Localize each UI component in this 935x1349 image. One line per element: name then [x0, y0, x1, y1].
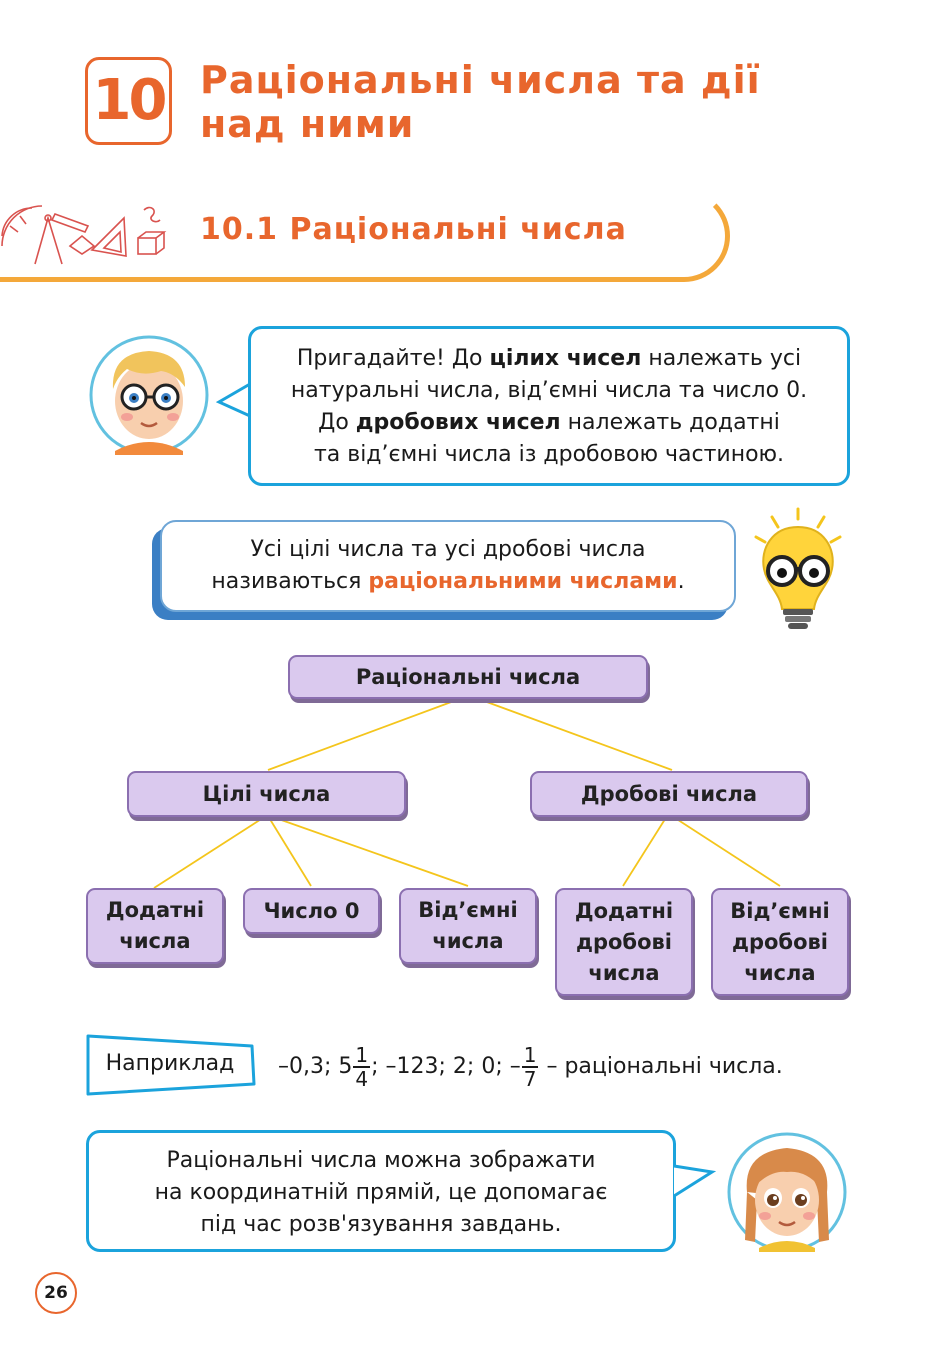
node-zero: Число 0	[243, 888, 380, 934]
remember-line2: натуральні числа, від’ємні числа та число 0.	[290, 378, 808, 403]
definition-line1: Усі цілі числа та усі дробові числа	[250, 537, 646, 562]
girl-avatar	[725, 1130, 849, 1254]
math-tools-icon	[0, 196, 175, 271]
fraction-one-quarter: $\frac{1}{4}$	[355, 1043, 369, 1091]
bubble-tail	[216, 380, 252, 420]
definition-line2: називаються раціональними числами.	[211, 569, 685, 594]
boy-avatar	[87, 333, 211, 457]
chapter-title	[200, 58, 900, 146]
node-negative-numbers: Від’ємні числа	[399, 888, 537, 964]
remember-line3: До дробових чисел належать додатні	[318, 410, 780, 435]
bubble-line2: на координатній прямій, це допомагає	[154, 1180, 608, 1205]
lightbulb-icon	[748, 505, 848, 637]
chapter-number: 10	[85, 57, 172, 145]
node-integers: Цілі числа	[127, 771, 406, 817]
bubble-line3: під час розв'язування завдань.	[200, 1212, 562, 1237]
node-positive-fractions: Додатні дробові числа	[555, 888, 693, 996]
bubble-tail	[672, 1160, 716, 1204]
example-text: –0,3; 5 $\frac{1}{4}$ ; –123; 2; 0; – $\frac{1}{7}$ – раціональні числа.	[278, 1043, 783, 1091]
chapter-title-line1: Раціональні числа та дії	[200, 58, 761, 102]
example-label: Наприклад	[105, 1051, 235, 1076]
definition-box	[160, 520, 736, 612]
bubble-line1: Раціональні числа можна зображати	[166, 1148, 596, 1173]
fraction-one-seventh: $\frac{1}{7}$	[523, 1043, 537, 1091]
node-positive-numbers: Додатні числа	[86, 888, 224, 964]
node-negative-fractions: Від’ємні дробові числа	[711, 888, 849, 996]
remember-line1: Пригадайте! До цілих чисел належать усі	[296, 346, 802, 371]
coordinate-line-bubble	[86, 1130, 676, 1252]
node-fractions: Дробові числа	[530, 771, 808, 817]
page-number: 26	[35, 1272, 77, 1314]
remember-bubble	[248, 326, 850, 486]
section-title: 10.1 Раціональні числа	[200, 212, 627, 247]
chapter-title-line2: над ними	[200, 102, 415, 146]
node-rational-numbers: Раціональні числа	[288, 655, 648, 699]
remember-line4: та від’ємні числа із дробовою частиною.	[313, 442, 785, 467]
